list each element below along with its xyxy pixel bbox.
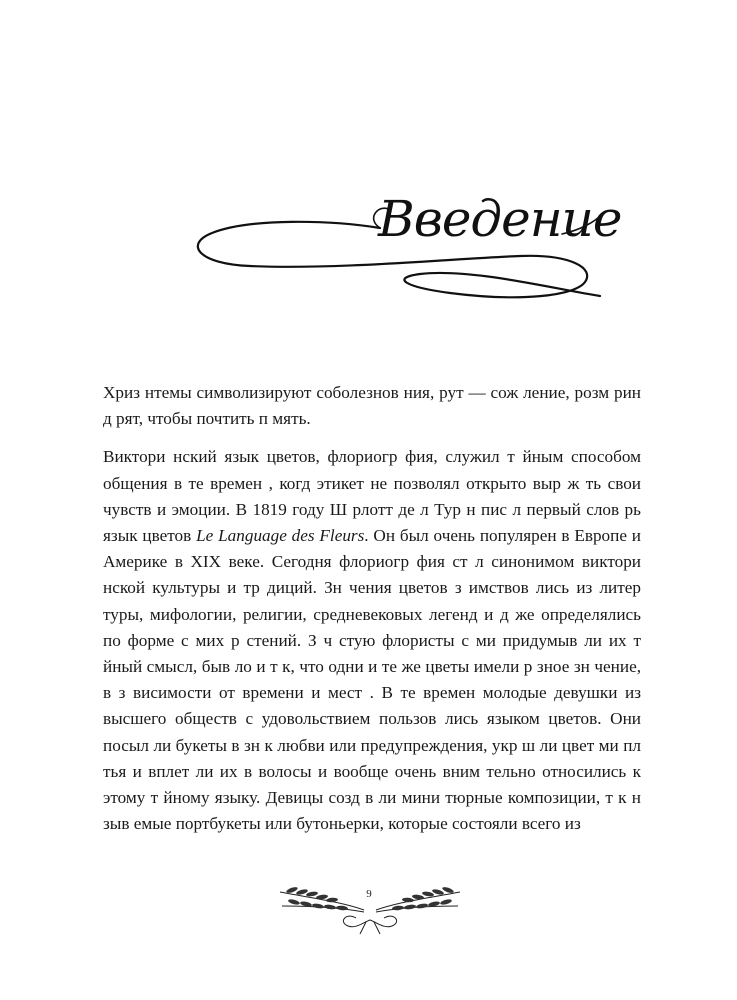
paragraph-text: Виктори нский язык цветов, флориогр фия, служил т йным способом общения в те времен , когд этикет не позволял открыто выр ж ть свои чувств и эмоции. В 1819 году Ш рлотт де л Тур н пис л первый слов рь язык цветов: [103, 447, 641, 546]
page-number: 9: [366, 888, 372, 900]
wheat-sprig-ornament-icon: [272, 872, 468, 936]
paragraph: [103, 380, 641, 432]
paragraph-text: Хриз нтемы символизируют соболезнов ния, рут — сож ление, розм рин д рят, чтобы почтить п мять.: [103, 383, 641, 429]
chapter-heading: [190, 178, 622, 308]
paragraph: [103, 444, 641, 837]
body-text: [103, 380, 641, 837]
chapter-title: Введение: [378, 190, 622, 248]
book-title-italic: Le Language des Fleurs: [196, 526, 365, 546]
paragraph-text: . Он был очень популярен в Европе и Америке в XIX веке. Сегодня флориогр фия ст л синонимом виктори нской культуры и тр диций. Зн чения цветов з имствов лись из литер туры, мифологии, религии, средневековых легенд и д же определялись по форме с мих р стений. З ч стую флористы с ми придумыв ли их т йный смысл, быв ло и т к, что одни и те же цветы имели р зное зн чение, в з висимости от времени и мест . В те времен молодые девушки из высшего обществ с удовольствием пользов лись языком цветов. Они посыл ли букеты в зн к любви или предупреждения, укр ш ли цвет ми пл тья и вплет ли их в волосы и вообще очень вним тельно относились к этому т йному языку. Девицы созд в ли мини тюрные композиции, т к н зыв емые портбукеты или бутоньерки, которые состояли всего из: [103, 526, 641, 834]
